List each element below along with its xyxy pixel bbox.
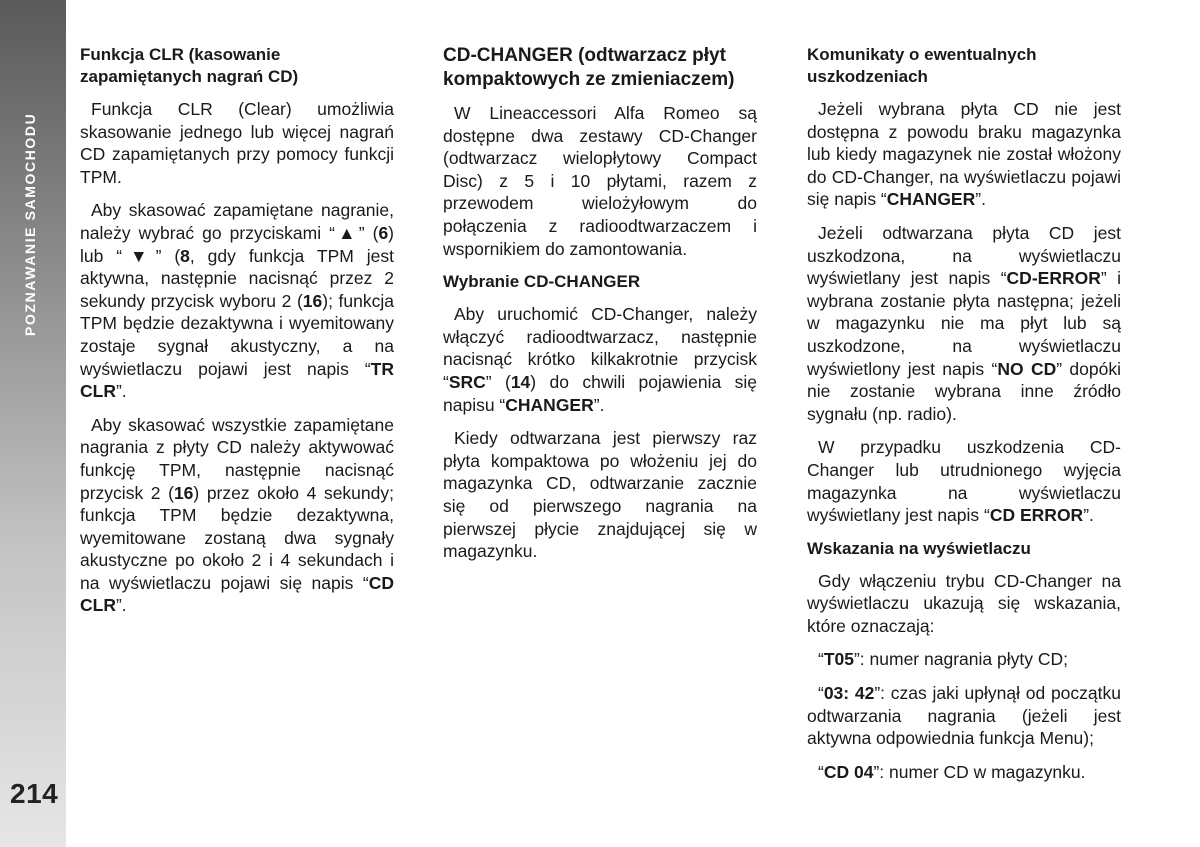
text: ) do chwili pojawienia się napisu “	[443, 371, 757, 415]
button-ref: 16	[173, 482, 194, 503]
display-message: CD-ERROR	[1006, 268, 1101, 289]
display-message: CHANGER	[886, 189, 976, 210]
text: ”: czas jaki upłynął od początku odtwarzania nagrania (jeżeli jest aktywna odpowiednia funkcja Menu);	[807, 683, 1121, 749]
text: Aby skasować wszystkie zapamiętane nagrania z płyty CD należy aktywować funkcję TPM, następnie nacisnąć przycisk 2 (	[80, 414, 394, 503]
section-label: POZNAWANIE SAMOCHODU	[22, 112, 38, 336]
text: Aby uruchomić CD-Changer, należy włączyć radioodtwarzacz, następnie nacisnąć krótko kilkakrotnie przycisk “	[443, 304, 757, 392]
subheading-select-cd-changer: Wybranie CD-CHANGER	[443, 272, 641, 292]
paragraph-cd-changer-intro: W Lineaccessori Alfa Romeo są dostępne dwa zestawy CD-Changer (odtwarzacz wielopłytowy Compact Disc) z 5 i 10 płytami, razem z przewodem wielożyłowym do połączenia z radioodtwarzaczem i wspornikiem do zamontowania.	[443, 103, 757, 259]
paragraph-no-magazine	[807, 98, 1121, 211]
text: ” dopóki nie zostanie wybrana inne źródło sygnału (np. radio).	[807, 358, 1121, 424]
display-message: CD CLR	[80, 572, 394, 616]
paragraph-clr-all	[80, 414, 394, 617]
text: ”.	[115, 595, 127, 616]
text: Jeżeli wybrana płyta CD nie jest dostępna z powodu braku magazynka lub kiedy magazynek nie został włożony do CD-Changer, na wyświetlaczu pojawi się napis “	[807, 99, 1121, 210]
button-ref: 8	[180, 245, 190, 266]
paragraph-changer-failure	[807, 436, 1121, 526]
page-number: 214	[10, 778, 59, 809]
column-messages	[807, 44, 1121, 794]
display-message: NO CD	[997, 358, 1057, 379]
text: ) przez około 4 sekundy; funkcja TPM będzie dezaktywna, wyemitowane zostaną dwa sygnały akustyczne po około 2 i 4 sekundach i na wyświetlaczu pojawi się napis “	[80, 482, 394, 593]
display-message: TR CLR	[80, 358, 394, 402]
display-message: CD 04	[823, 761, 874, 782]
text: Jeżeli odtwarzana płyta CD jest uszkodzona, na wyświetlaczu wyświetlany jest napis “	[807, 222, 1121, 289]
column-clr	[80, 44, 394, 628]
indication-track	[807, 648, 1121, 671]
heading-messages: Komunikaty o ewentualnych uszkodzeniach	[807, 45, 1037, 86]
text: ” i wybrana zostanie płyta następna; jeżeli w magazynku nie ma płyt lub są uszkodzone, na wyświetlaczu wyświetlony jest napis “	[807, 268, 1121, 379]
text: ”.	[1083, 505, 1094, 526]
text: , gdy funkcja TPM jest aktywna, następnie nacisnąć przez 2 sekundy przycisk wyboru 2 (	[80, 245, 394, 311]
display-message: CHANGER	[505, 394, 594, 415]
text: ”.	[975, 189, 986, 210]
heading-cd-changer	[443, 44, 757, 92]
text: ”: numer CD w magazynku.	[873, 761, 1086, 782]
text: “	[818, 683, 824, 704]
paragraph-cd-changer-first: Kiedy odtwarzana jest pierwszy raz płyta kompaktowa po włożeniu jej do magazynka CD, odtwarzanie zacznie się od pierwszego nagrania na pierwszej płycie znajdującej się w magazynku.	[443, 428, 757, 562]
text: Aby skasować zapamiętane nagranie, należy wybrać go przyciskami “▲” (	[80, 200, 394, 243]
text: ) lub “▼” (	[80, 222, 394, 266]
display-message: CD ERROR	[989, 505, 1084, 526]
text: “	[818, 761, 824, 782]
text: ); funkcja TPM będzie dezaktywna i wyemitowany zostaje sygnał akustyczny, a na wyświetlaczu pojawi jest napis “	[80, 290, 394, 379]
indication-time	[807, 682, 1121, 750]
subheading-display-indications: Wskazania na wyświetlaczu	[807, 538, 1031, 558]
heading-bold: CD-CHANGER	[443, 45, 573, 66]
paragraph-clr-intro: Funkcja CLR (Clear) umożliwia skasowanie jednego lub więcej nagrań CD zapamiętanych przy pomocy funkcji TPM.	[80, 99, 394, 187]
display-message: T05	[823, 649, 854, 670]
text: W przypadku uszkodzenia CD-Changer lub utrudnionego wyjęcia magazynka na wyświetlaczu wyświetlany jest napis “	[807, 437, 1121, 526]
heading-clr: Funkcja CLR (kasowanie zapamiętanych nagrań CD)	[80, 45, 299, 86]
button-ref: 6	[378, 222, 389, 243]
button-ref: SRC	[448, 371, 486, 392]
button-ref: 14	[510, 371, 531, 392]
column-cd-changer	[443, 44, 757, 574]
text: ”.	[115, 381, 127, 402]
heading-rest: (odtwarzacz płyt kompaktowych ze zmieniaczem)	[443, 45, 735, 90]
text: ”.	[593, 394, 605, 415]
paragraph-clr-single	[80, 199, 394, 402]
paragraph-indications-intro: Gdy włączeniu trybu CD-Changer na wyświetlaczu ukazują się wskazania, które oznaczają:	[807, 570, 1121, 636]
display-message: 03: 42	[823, 683, 875, 704]
text: “	[818, 649, 824, 670]
section-sidebar	[0, 0, 66, 847]
paragraph-cd-error	[807, 222, 1121, 425]
button-ref: 16	[302, 290, 323, 311]
paragraph-cd-changer-select	[443, 303, 757, 416]
text: ”: numer nagrania płyty CD;	[853, 649, 1068, 670]
indication-cd-number	[807, 761, 1121, 784]
text: ” (	[485, 371, 511, 392]
